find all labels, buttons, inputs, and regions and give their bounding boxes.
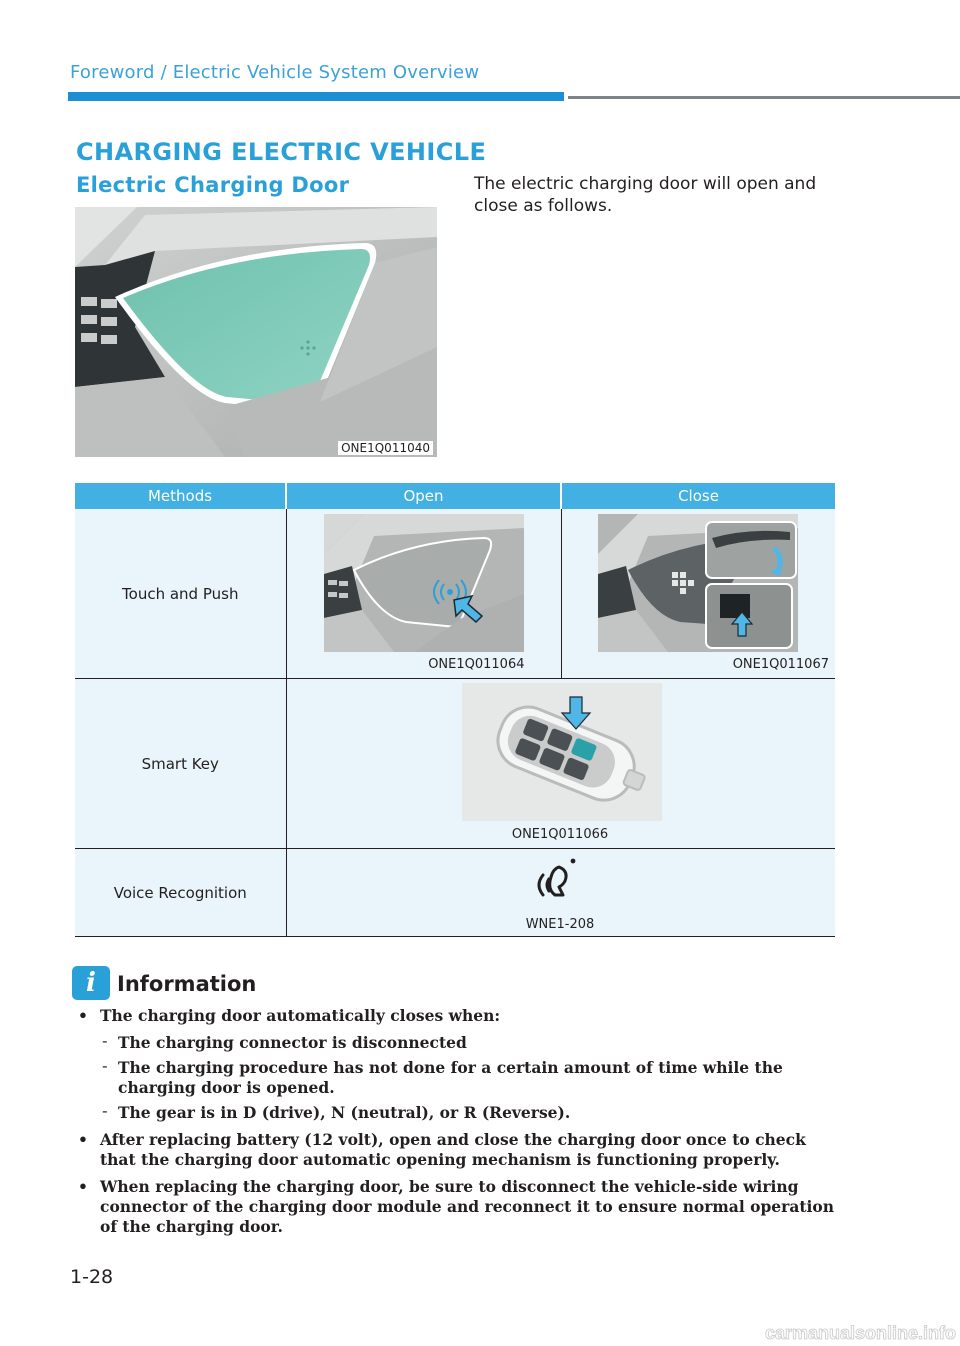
image-caption: ONE1Q011067 [732, 657, 829, 672]
section-title: CHARGING ELECTRIC VEHICLE [76, 138, 487, 166]
table-row [75, 679, 835, 849]
dash-icon: - [102, 1032, 108, 1050]
image-caption: ONE1Q011064 [428, 657, 525, 672]
table-row [75, 509, 835, 679]
subsection-title: Electric Charging Door [76, 173, 350, 197]
image-caption: ONE1Q011040 [338, 441, 433, 455]
method-smart-key: Smart Key [75, 679, 286, 849]
image-caption: ONE1Q011066 [511, 827, 609, 842]
list-item: • The charging door automatically closes when: [78, 1006, 501, 1025]
breadcrumb: Foreword / Electric Vehicle System Overview [70, 62, 480, 83]
list-item: • When replacing the charging door, be sure to disconnect the vehicle-side wiring connector of the charging door module and reconnect it to ensure normal operation of the charging door. [78, 1177, 835, 1236]
voice-recognition-cell [286, 849, 835, 937]
touch-open-illustration [324, 514, 524, 652]
header-rule [568, 96, 960, 99]
table-row [75, 849, 835, 937]
charging-door-drawing [75, 207, 437, 457]
smart-key-cell [286, 679, 835, 849]
bullet-icon: • [78, 1130, 88, 1149]
bullet-icon: • [78, 1177, 88, 1196]
table-header-close: Close [561, 483, 835, 509]
method-touch-push: Touch and Push [75, 509, 286, 679]
image-caption: WNE1-208 [525, 917, 595, 932]
list-item: - The gear is in D (drive), N (neutral), or R (Reverse). [102, 1102, 571, 1122]
voice-recognition-icon [537, 855, 581, 903]
table-header-methods: Methods [75, 483, 286, 509]
charging-door-illustration [75, 207, 437, 457]
watermark [0, 1320, 960, 1346]
bullet-icon: • [78, 1006, 88, 1025]
list-item: - The charging connector is disconnected [102, 1032, 467, 1052]
smart-key-illustration [462, 683, 662, 821]
watermark-text: carmanualsonline.info [764, 1323, 956, 1343]
header-rule-accent [68, 92, 564, 101]
methods-table [75, 483, 835, 937]
dash-icon: - [102, 1102, 108, 1120]
information-list [76, 1006, 846, 1244]
page-number: 1-28 [70, 1266, 114, 1288]
touch-open-cell [286, 509, 561, 679]
method-voice-recognition: Voice Recognition [75, 849, 286, 937]
intro-text: The electric charging door will open and close as follows. [474, 174, 817, 216]
dash-icon: - [102, 1057, 108, 1075]
touch-close-cell [561, 509, 835, 679]
info-icon: i [72, 966, 110, 1000]
list-item: • After replacing battery (12 volt), open and close the charging door once to check that the charging door automatic opening mechanism is functioning properly. [78, 1130, 806, 1169]
touch-close-illustration [598, 514, 798, 652]
table-header-open: Open [286, 483, 561, 509]
information-title: Information [117, 972, 257, 996]
list-item: - The charging procedure has not done for a certain amount of time while the charging door is opened. [102, 1057, 783, 1097]
